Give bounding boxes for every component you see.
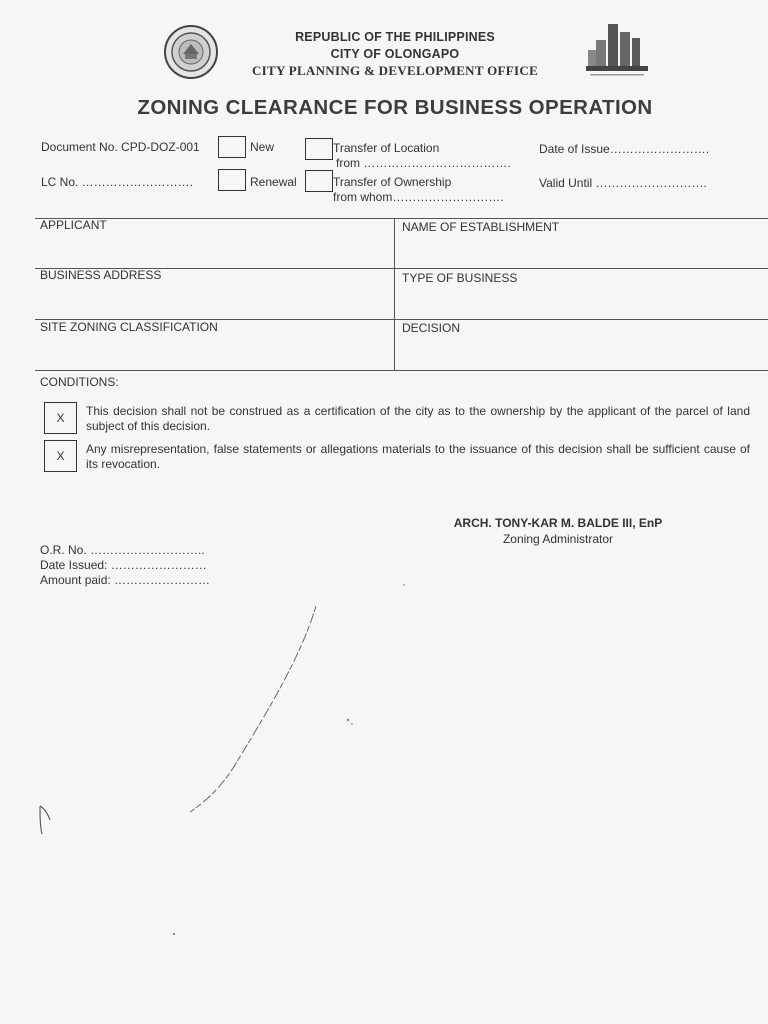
valid-until[interactable]: Valid Until ………………………. [539,176,707,190]
renewal-label: Renewal [250,175,297,189]
business-address-field[interactable]: BUSINESS ADDRESS [40,268,162,282]
applicant-field[interactable]: APPLICANT [40,218,107,232]
conditions-heading: CONDITIONS: [40,375,119,389]
business-type-field[interactable]: TYPE OF BUSINESS [402,271,518,285]
signatory-name: ARCH. TONY-KAR M. BALDE III, EnP [453,516,663,530]
new-label: New [250,140,275,154]
transfer-ownership-label: Transfer of Ownership [333,175,452,189]
condition-2-text: Any misrepresentation, false statements or allegations materials to the issuance of this decision shall be sufficient cause of its revocation. [86,442,750,471]
transfer-location-label: Transfer of Location [333,141,440,155]
site-zoning-field[interactable]: SITE ZONING CLASSIFICATION [40,320,218,334]
signatory-position: Zoning Administrator [502,532,614,546]
establishment-name-field[interactable]: NAME OF ESTABLISHMENT [402,220,560,234]
condition-1-checkbox[interactable]: X [44,402,77,434]
document-number: Document No. CPD-DOZ-001 [41,140,200,154]
page-title: ZONING CLEARANCE FOR BUSINESS OPERATION [137,96,653,119]
date-issued[interactable]: Date Issued: …………………… [40,558,207,572]
condition-2-checkbox[interactable]: X [44,440,77,472]
condition-1-text: This decision shall not be construed as a certification of the city as to the ownership by the applicant of the parcel of land subject of this decision. [86,404,750,433]
date-of-issue[interactable]: Date of Issue……………………. [539,142,710,156]
transfer-location-from[interactable]: from ………………………………. [336,156,511,170]
lc-number[interactable]: LC No. ………………………. [41,175,194,189]
amount-paid[interactable]: Amount paid: …………………… [40,573,211,587]
transfer-ownership-from[interactable]: from whom………………………. [333,190,504,204]
decision-field[interactable]: DECISION [402,321,461,335]
header-city: CITY OF OLONGAPO [330,47,460,61]
header-republic: REPUBLIC OF THE PHILIPPINES [295,30,495,44]
header-office: CITY PLANNING & DEVELOPMENT OFFICE [251,63,539,78]
or-number[interactable]: O.R. No. ……………………….. [40,543,205,557]
